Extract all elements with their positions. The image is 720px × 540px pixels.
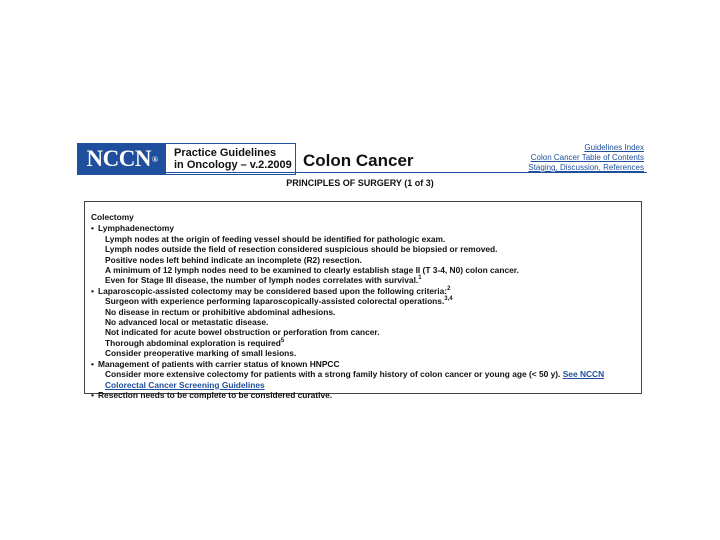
lap-line-surgeon — [91, 296, 635, 306]
nccn-banner — [77, 143, 296, 175]
lymph-bullet-text: Lymphadenectomy — [98, 223, 175, 234]
lymph-line: A minimum of 12 lymph nodes need to be examined to clearly establish stage II (T 3-4, N0) colon cancer. — [105, 265, 519, 276]
resection-bullet — [91, 390, 635, 400]
footnote-ref: 3,4 — [444, 296, 453, 303]
lap-line-thorough — [91, 338, 635, 348]
practice-line-2: in Oncology – v.2.2009 — [174, 159, 292, 171]
hnpcc-bullet-text: Management of patients with carrier status of known HNPCC — [98, 358, 340, 369]
practice-guidelines-label — [166, 144, 292, 174]
practice-line-1: Practice Guidelines — [174, 147, 277, 159]
bullet-dot: • — [91, 285, 94, 296]
registered-mark: ® — [151, 154, 158, 164]
staging-discussion-link[interactable]: Staging, Discussion, References — [528, 163, 644, 172]
lap-bullet-text: Laparoscopic-assisted colectomy may be considered based upon the following criteria: — [98, 285, 448, 296]
bullet-dot: • — [91, 223, 94, 234]
bullet-dot: • — [91, 389, 94, 400]
hnpcc-line-text: Consider more extensive colectomy for patients with a strong family history of colon cancer or young age (< 50 y). — [105, 369, 561, 380]
screening-guidelines-link[interactable]: Colorectal Cancer Screening Guidelines — [105, 379, 265, 390]
table-of-contents-link[interactable]: Colon Cancer Table of Contents — [530, 153, 644, 162]
guidelines-index-link[interactable]: Guidelines Index — [584, 143, 644, 152]
resection-text: Resection needs to be complete to be considered curative. — [98, 389, 333, 400]
lymph-bullet — [91, 223, 635, 233]
surgeon-text: Surgeon with experience performing laparoscopically-assisted colorectal operations. — [105, 296, 445, 307]
see-nccn-link[interactable]: See NCCN — [562, 369, 605, 380]
lap-bullet-text-wrap — [98, 286, 450, 296]
colectomy-heading: Colectomy — [91, 212, 134, 222]
content-box — [84, 201, 642, 400]
lap-bullet — [91, 286, 635, 296]
page-header — [77, 143, 647, 179]
header-links — [528, 143, 644, 173]
hnpcc-line — [91, 369, 635, 379]
bullet-dot: • — [91, 358, 94, 369]
lap-line-marking: Consider preoperative marking of small lesions. — [105, 348, 297, 359]
lap-line: No disease in rectum or prohibitive abdominal adhesions. — [105, 306, 336, 317]
footnote-ref: 2 — [447, 286, 451, 293]
footnote-ref: 5 — [280, 338, 285, 345]
lymph-line: Lymph nodes outside the field of resection considered suspicious should be biopsied or removed. — [105, 244, 498, 255]
header-divider — [77, 172, 647, 173]
lap-line: No advanced local or metastatic disease. — [105, 317, 269, 328]
section-subtitle: PRINCIPLES OF SURGERY (1 of 3) — [286, 178, 434, 188]
lap-line: Not indicated for acute bowel obstruction or perforation from cancer. — [105, 327, 380, 338]
lymph-line-survival — [91, 275, 635, 285]
footnote-ref: 1 — [418, 275, 422, 282]
survival-text: Even for Stage III disease, the number of lymph nodes correlates with survival. — [105, 275, 419, 286]
lymph-line: Lymph nodes at the origin of feeding vessel should be identified for pathologic exam. — [105, 233, 446, 244]
lymph-line: Positive nodes left behind indicate an incomplete (R2) resection. — [105, 254, 362, 265]
page-title: Colon Cancer — [303, 151, 414, 170]
nccn-logo — [78, 144, 166, 174]
hnpcc-bullet — [91, 359, 635, 369]
thorough-text: Thorough abdominal exploration is required — [105, 337, 281, 348]
hnpcc-link-line — [91, 380, 635, 390]
logo-text: NCCN — [86, 146, 151, 171]
